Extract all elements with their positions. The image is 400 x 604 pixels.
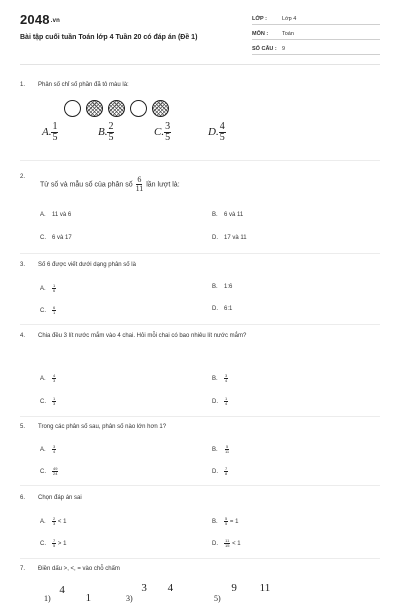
option-label: A. [42,126,52,139]
question-text: Chọn đáp án sai [38,495,82,501]
header-divider [20,64,380,65]
denominator: 5 [219,132,225,143]
denominator: 5 [53,543,56,548]
numerator: 7 [225,466,228,471]
question-number: 1. [20,82,26,88]
meta-key: SỐ CÂU : [252,46,277,52]
q2-option-a[interactable] [40,212,71,218]
relation: < 1 [57,519,67,526]
circle-shaded [108,100,125,117]
q6-option-d[interactable] [212,539,241,548]
option-label: A. [40,519,46,526]
denominator: 4 [225,401,228,406]
option-label: D. [212,469,218,476]
fraction [52,374,56,383]
option-label: C. [40,308,46,315]
q4-option-b[interactable] [212,374,228,383]
option-label: D. [212,399,218,406]
option-label: B. [212,284,218,290]
document-title: Bài tập cuối tuần Toán lớp 4 Tuần 20 có đáp án (Đề 1) [20,34,198,41]
question-text: Điền dấu >, <, = vào chỗ chấm [38,566,120,572]
numerator: 1 [225,396,228,401]
denominator: 3 [53,521,56,526]
option-label: B. [212,376,218,383]
fraction [224,517,228,526]
relation: > 1 [57,541,67,548]
numerator: 4 [167,582,174,594]
q3-option-d[interactable] [212,306,232,312]
question-3 [20,262,136,268]
numerator: 3 [53,444,56,449]
denominator: 24 [53,471,58,476]
fraction [224,445,230,454]
meta-key: LỚP : [252,16,267,22]
numerator: 5 [225,516,228,521]
meta-class [252,16,380,25]
meta-value: Lớp 4 [282,16,297,22]
option-label: D. [212,306,218,312]
fraction [107,122,114,143]
q2-option-d[interactable] [212,235,247,241]
circle-empty [130,100,147,117]
q1-option-b[interactable] [98,122,114,143]
option-text: 6 và 11 [224,212,244,218]
q5-option-d[interactable] [212,467,228,476]
numerator: 3 [141,582,147,594]
relation: = 1 [229,519,239,526]
q3-option-c[interactable] [40,306,56,315]
fraction [224,467,228,476]
fraction [219,122,226,143]
question-2-number [20,174,25,180]
q1-option-d[interactable] [208,122,226,143]
question-text: Phân số chỉ số phần đã tô màu là: [38,82,129,88]
option-label: C. [154,126,165,139]
option-text: 1:6 [224,284,233,290]
denominator: 1 [53,310,56,315]
fraction [52,284,56,293]
denominator: 15 [225,543,230,548]
option-label: A. [40,212,46,218]
option-label: B. [212,519,218,526]
q3-option-a[interactable] [40,284,56,293]
numerator: 4 [59,584,65,596]
denominator: 3 [53,401,56,406]
option-label: C. [40,469,46,476]
q7-item-3 [126,582,174,603]
option-text: 17 và 11 [224,235,247,241]
fraction [51,122,58,143]
numerator: 7 [53,538,56,543]
fraction [52,445,56,454]
q6-option-a[interactable] [40,517,66,526]
q7-item-1 [44,584,92,604]
q2-option-b[interactable] [212,212,243,218]
numerator: 49 [53,466,58,471]
option-label: D. [208,126,219,139]
q5-option-c[interactable] [40,467,58,476]
denominator: 5 [52,132,58,143]
question-number: 3. [20,262,26,268]
fraction [52,467,58,476]
option-text: 6 và 17 [52,235,72,241]
question-text: Chia đều 3 lít nước mắm vào 4 chai. Hỏi mỗi chai có bao nhiêu lít nước mắm? [38,333,247,339]
question-divider [20,485,380,486]
question-text: Số 6 được viết dưới dạng phân số là [38,262,136,268]
question-text: Tử số và mẫu số của phân số [40,181,133,189]
option-label: D. [212,541,218,548]
meta-value: Toán [282,31,294,37]
q6-option-b[interactable] [212,517,238,526]
denominator: 11 [135,184,144,193]
fraction [224,397,228,406]
option-label: A. [40,376,46,383]
circle-shaded [86,100,103,117]
option-text: 6:1 [224,306,233,312]
question-divider [20,160,380,161]
q2-option-c[interactable] [40,235,72,241]
option-label: C. [40,541,46,548]
numerator: 2 [108,121,114,132]
option-label: A. [40,286,46,293]
numerator: 1 [53,396,56,401]
relation: < 1 [232,541,241,548]
denominator: 11 [225,449,230,454]
site-logo[interactable] [20,12,60,27]
q4-option-a[interactable] [40,374,56,383]
fraction [224,374,228,383]
option-label: B. [212,447,218,454]
question-2 [40,176,180,193]
denominator: 4 [225,378,228,383]
numerator: 11 [225,538,230,543]
meta-count [252,46,380,55]
denominator: 4 [53,449,56,454]
question-text: Trong các phân số sau, phân số nào lớn hơn 1? [38,424,167,430]
fraction [164,122,171,143]
question-1 [20,82,129,88]
logo-text: 2048 [20,12,50,27]
q4-option-c[interactable] [40,397,56,406]
fraction [135,176,145,193]
question-number: 7. [20,566,26,572]
question-divider [20,558,380,559]
fraction [224,539,230,548]
q6-option-c[interactable] [40,539,66,548]
denominator: 6 [53,288,56,293]
q1-option-c[interactable] [154,122,171,143]
item-label: 5) [214,594,221,603]
numerator: 11 [259,582,271,594]
numerator: 5 [225,444,229,449]
option-text: 11 và 6 [52,212,72,218]
fraction [52,517,56,526]
question-5 [20,424,166,430]
numerator: 3 [165,121,171,132]
question-divider [20,253,380,254]
numerator: 1 [52,121,58,132]
denominator: 3 [53,378,56,383]
question-6 [20,495,82,501]
option-label: A. [40,447,46,454]
q1-option-a[interactable] [42,122,58,143]
meta-subject [252,31,380,40]
item-label: 3) [126,594,133,603]
numerator: 2 [53,516,56,521]
question-4 [20,333,246,339]
denominator: 5 [108,132,114,143]
denominator: 5 [225,521,228,526]
fraction [52,539,56,548]
question-text: lần lượt là: [146,181,180,189]
question-number: 5. [20,424,26,430]
q4-option-d[interactable] [212,397,228,406]
numerator: 6 [53,305,56,310]
question-number: 2. [20,174,26,180]
option-label: B. [212,212,218,218]
item-label: 1) [44,594,51,603]
shaded-circles-figure [64,100,169,117]
option-label: C. [40,399,46,406]
option-label: D. [212,235,218,241]
q5-option-b[interactable] [212,445,230,454]
meta-key: MÔN : [252,31,269,37]
numerator: 9 [231,582,237,594]
numerator: 6 [137,175,142,184]
fraction [52,306,56,315]
q5-option-a[interactable] [40,445,56,454]
option-label: B. [98,126,108,139]
option-label: C. [40,235,46,241]
numerator: 4 [53,373,56,378]
numerator: 1 [53,283,56,288]
fraction [52,397,56,406]
circle-empty [64,100,81,117]
meta-value: 9 [282,46,286,52]
numerator: 4 [219,121,225,132]
denominator: 5 [165,132,171,143]
question-divider [20,416,380,417]
denominator: 8 [225,471,228,476]
question-divider [20,324,380,325]
compare-value: 1 [85,592,92,604]
question-7 [20,566,120,572]
question-number: 4. [20,333,26,339]
numerator: 3 [225,373,228,378]
q3-option-b[interactable] [212,284,232,290]
q7-item-5 [214,582,271,603]
question-number: 6. [20,495,26,501]
logo-tld: .vn [50,17,61,24]
circle-shaded [152,100,169,117]
